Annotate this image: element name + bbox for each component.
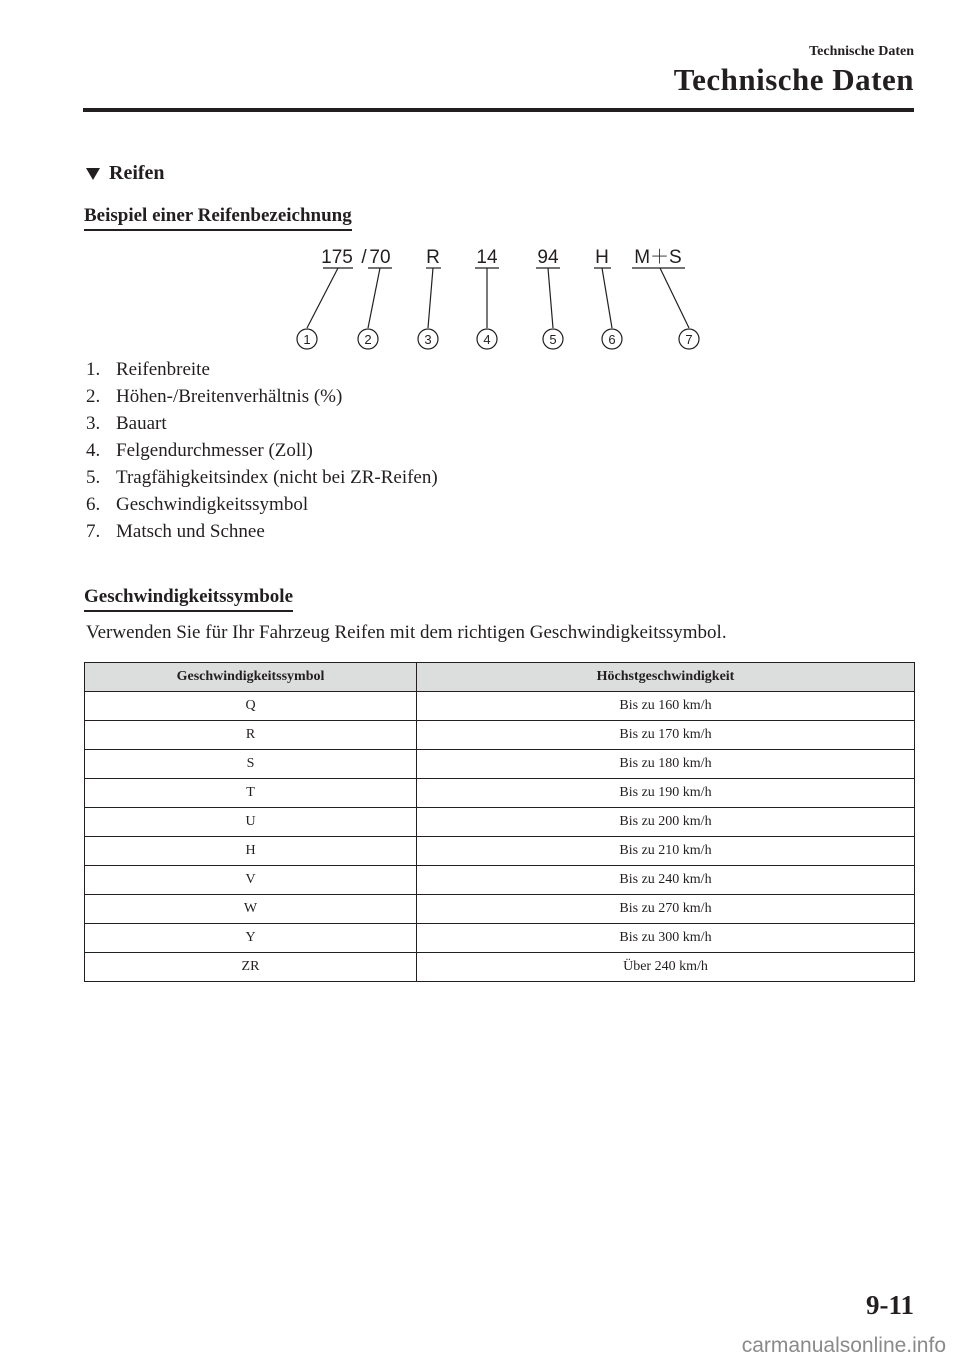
- legend-number: 4.: [86, 440, 101, 461]
- legend-number: 5.: [86, 467, 101, 488]
- speed-cell: Bis zu 180 km/h: [417, 750, 915, 779]
- watermark: carmanualsonline.info: [741, 1334, 946, 1357]
- legend-number: 1.: [86, 359, 101, 380]
- symbol-cell: W: [85, 895, 417, 924]
- callout-number: 4: [483, 332, 491, 347]
- leader-line: [307, 268, 338, 328]
- symbol-cell: H: [85, 837, 417, 866]
- tire-code-diagram: [280, 236, 720, 360]
- legend-number: 6.: [86, 494, 101, 515]
- table-row: [85, 924, 915, 953]
- triangle-down-icon: [86, 168, 100, 180]
- legend-text: Tragfähigkeitsindex (nicht bei ZR-Reifen): [116, 467, 438, 488]
- leader-line: [428, 268, 433, 328]
- code-construction: R: [426, 247, 440, 268]
- leader-line: [660, 268, 689, 328]
- column-header-max-speed: Höchstgeschwindigkeit: [417, 663, 915, 692]
- callout-number: 7: [685, 332, 693, 347]
- list-item: [86, 464, 438, 491]
- callout-number: 5: [549, 332, 557, 347]
- table-row: [85, 895, 915, 924]
- speed-cell: Bis zu 270 km/h: [417, 895, 915, 924]
- legend-text: Reifenbreite: [116, 359, 210, 380]
- table-row: [85, 837, 915, 866]
- speed-symbols-intro: Verwenden Sie für Ihr Fahrzeug Reifen mit dem richtigen Geschwindigkeitssymbol.: [86, 622, 727, 643]
- speed-cell: Bis zu 210 km/h: [417, 837, 915, 866]
- leader-line: [602, 268, 612, 328]
- list-item: [86, 383, 438, 410]
- list-item: [86, 410, 438, 437]
- legend-text: Geschwindigkeitssymbol: [116, 494, 309, 515]
- table-row: [85, 750, 915, 779]
- symbol-cell: V: [85, 866, 417, 895]
- list-item: [86, 518, 438, 545]
- header-rule: [83, 108, 914, 112]
- legend-text: Höhen-/Breitenverhältnis (%): [116, 386, 343, 407]
- list-item: [86, 491, 438, 518]
- legend-text: Matsch und Schnee: [116, 521, 265, 542]
- speed-cell: Bis zu 170 km/h: [417, 721, 915, 750]
- code-load: 94: [537, 247, 559, 268]
- table-header-row: [85, 663, 915, 692]
- example-heading: Beispiel einer Reifenbezeichnung: [84, 205, 352, 231]
- legend-text: Felgendurchmesser (Zoll): [116, 440, 313, 461]
- speed-cell: Bis zu 200 km/h: [417, 808, 915, 837]
- callout-number: 6: [608, 332, 616, 347]
- table-row: [85, 866, 915, 895]
- code-mud-snow: M＋S: [634, 247, 682, 268]
- legend-number: 7.: [86, 521, 101, 542]
- running-header-title: Technische Daten: [673, 62, 914, 97]
- symbol-cell: Y: [85, 924, 417, 953]
- symbol-cell: S: [85, 750, 417, 779]
- speed-symbol-table: [84, 662, 915, 982]
- running-header-small: Technische Daten: [809, 44, 914, 59]
- leader-line: [368, 268, 380, 328]
- callout-number: 2: [364, 332, 372, 347]
- tire-code-legend: [86, 356, 438, 545]
- speed-cell: Bis zu 160 km/h: [417, 692, 915, 721]
- legend-number: 3.: [86, 413, 101, 434]
- column-header-symbol: Geschwindigkeitssymbol: [85, 663, 417, 692]
- code-speed: H: [595, 247, 609, 268]
- leader-line: [548, 268, 553, 328]
- speed-cell: Bis zu 240 km/h: [417, 866, 915, 895]
- table-row: [85, 721, 915, 750]
- legend-text: Bauart: [116, 413, 167, 434]
- speed-symbols-heading: Geschwindigkeitssymbole: [84, 586, 293, 612]
- section-title-text: Reifen: [109, 162, 165, 184]
- speed-cell: Bis zu 300 km/h: [417, 924, 915, 953]
- symbol-cell: ZR: [85, 953, 417, 982]
- table-row: [85, 692, 915, 721]
- speed-cell: Über 240 km/h: [417, 953, 915, 982]
- code-slash: /: [361, 247, 367, 268]
- list-item: [86, 437, 438, 464]
- callout-number: 3: [424, 332, 432, 347]
- code-width: 175: [321, 247, 353, 268]
- table-row: [85, 953, 915, 982]
- legend-number: 2.: [86, 386, 101, 407]
- callout-number: 1: [303, 332, 311, 347]
- section-title: [86, 162, 165, 185]
- page-number: 9-11: [865, 1290, 914, 1320]
- symbol-cell: T: [85, 779, 417, 808]
- table-row: [85, 808, 915, 837]
- speed-cell: Bis zu 190 km/h: [417, 779, 915, 808]
- code-rim: 14: [476, 247, 498, 268]
- table-row: [85, 779, 915, 808]
- symbol-cell: Q: [85, 692, 417, 721]
- code-ratio: 70: [369, 247, 391, 268]
- list-item: [86, 356, 438, 383]
- symbol-cell: R: [85, 721, 417, 750]
- symbol-cell: U: [85, 808, 417, 837]
